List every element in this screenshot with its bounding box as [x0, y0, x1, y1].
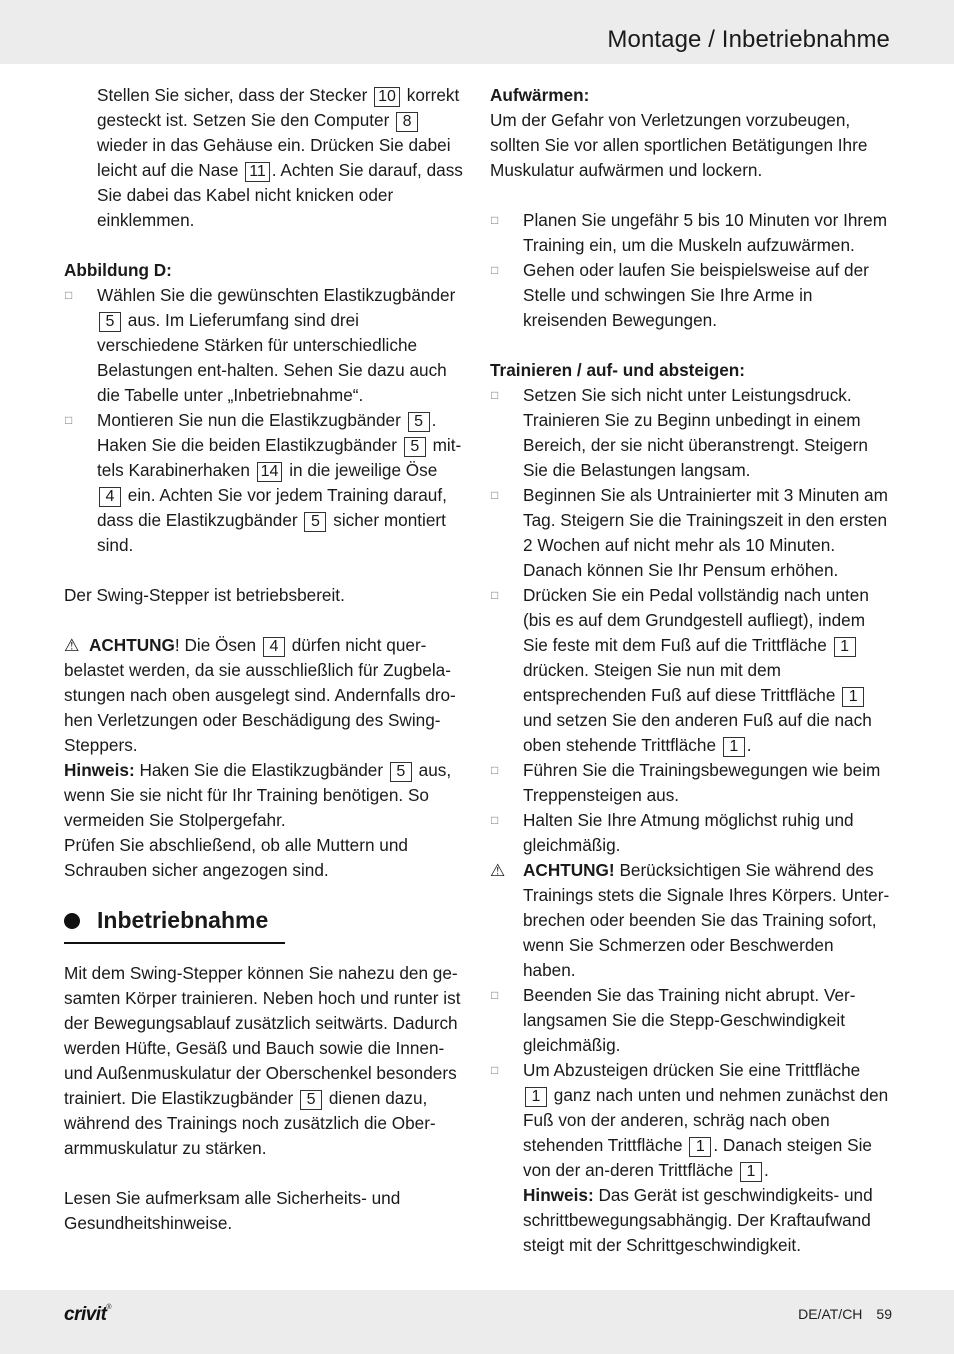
checkbox-bullet-icon: □ — [491, 213, 499, 227]
list-item: □ Beenden Sie das Training nicht abrupt. Ver-langsamen Sie die Stepp-Geschwindigkeit gleichmäßig. — [491, 985, 856, 1055]
page-footer — [0, 1290, 954, 1354]
ref-box: 4 — [263, 637, 285, 657]
body-paragraph: Lesen Sie aufmerksam alle Sicherheits- und Gesundheitshinweise. — [64, 1188, 401, 1233]
page-number: 59 — [876, 1306, 892, 1322]
ref-box: 14 — [257, 462, 283, 482]
left-column — [64, 83, 464, 1236]
list-item: □ Planen Sie ungefähr 5 bis 10 Minuten vor Ihrem Training ein, um die Muskeln aufzuwärmen. — [491, 210, 888, 255]
ref-box: 8 — [396, 112, 418, 132]
checkbox-bullet-icon: □ — [491, 388, 499, 402]
section-heading — [64, 905, 464, 945]
ref-box: 1 — [723, 737, 745, 757]
ref-box: 1 — [740, 1162, 762, 1182]
page-title: Montage / Inbetriebnahme — [607, 26, 890, 53]
footer-info — [784, 1306, 892, 1322]
ref-box: 1 — [842, 687, 864, 707]
ref-box: 5 — [390, 762, 412, 782]
list-item: □ Führen Sie die Trainingsbewegungen wie beim Treppensteigen aus. — [491, 760, 881, 805]
page-header — [0, 0, 954, 64]
list-item: □ Gehen oder laufen Sie beispielsweise auf der Stelle und schwingen Sie Ihre Arme in kreisenden Bewegungen. — [491, 260, 869, 330]
body-paragraph: Mit dem Swing-Stepper können Sie nahezu den ge-samten Körper trainieren. Neben hoch und runter ist der Bewegungsablauf zusätzlich seitwärts. Dadurch werden Hüfte, Gesäß und Bauch sowie die Innen- und Außenmuskulatur der Oberschenkel besonders trainiert. Die Elastikzugbänder 5 dienen dazu, während des Trainings noch zusätzlich die Ober-armmuskulatur zu stärken. — [64, 963, 461, 1158]
checkbox-bullet-icon: □ — [491, 1063, 499, 1077]
list-item: □ Setzen Sie sich nicht unter Leistungsdruck. Trainieren Sie zu Beginn unbedingt in einem Bereich, der sie nicht überanstrengt. Steigern Sie die Belastungen langsam. — [491, 385, 868, 480]
warmup-heading: Aufwärmen: — [490, 85, 590, 105]
checkbox-bullet-icon: □ — [65, 288, 73, 302]
ref-box: 5 — [404, 437, 426, 457]
region-label: DE/AT/CH — [798, 1306, 863, 1322]
training-heading: Trainieren / auf- und absteigen: — [490, 360, 745, 380]
ready-text: Der Swing-Stepper ist betriebsbereit. — [64, 585, 345, 605]
checkbox-bullet-icon: □ — [491, 813, 499, 827]
ref-box: 5 — [304, 512, 326, 532]
hint-paragraph: Hinweis: Haken Sie die Elastikzugbänder 5 aus, wenn Sie sie nicht für Ihr Training benötigen. So vermeiden Sie Stolpergefahr. — [64, 760, 452, 830]
checkbox-bullet-icon: □ — [491, 263, 499, 277]
checkbox-bullet-icon: □ — [491, 488, 499, 502]
list-item: □ Drücken Sie ein Pedal vollständig nach unten (bis es auf dem Grundgestell aufliegt), indem Sie feste mit dem Fuß auf die Trittfläche 1 drücken. Steigen Sie nun mit dem entsprechenden Fuß auf diese Trittfläche 1 und setzen Sie den anderen Fuß auf die nach oben stehende Trittfläche 1 . — [491, 585, 872, 755]
list-item: □ Montieren Sie nun die Elastikzugbänder 5 . Haken Sie die beiden Elastikzugbänder 5 mit-tels Karabinerhaken 14 in die jeweilige Öse 4 ein. Achten Sie vor jedem Training darauf, dass die Elastikzugbänder 5 sicher montiert sind. — [65, 410, 462, 555]
warning-item: ⚠ ACHTUNG! Berücksichtigen Sie während des Trainings stets die Signale Ihres Körpers. Unter-brechen oder beenden Sie das Training sofort, wenn Sie Schmerzen oder Beschwerden haben. — [490, 860, 890, 980]
ref-box: 5 — [300, 1090, 322, 1110]
section-underline — [64, 942, 285, 944]
ref-box: 5 — [408, 412, 430, 432]
warmup-text: Um der Gefahr von Verletzungen vorzubeugen, sollten Sie vor allen sportlichen Betätigungen Ihre Muskulatur aufwärmen und lockern. — [490, 110, 868, 180]
ref-box: 1 — [525, 1087, 547, 1107]
list-item: □ Halten Sie Ihre Atmung möglichst ruhig und gleichmäßig. — [491, 810, 854, 855]
bullet-dot-icon — [64, 913, 80, 929]
ref-box: 5 — [99, 312, 121, 332]
checkbox-bullet-icon: □ — [491, 763, 499, 777]
ref-box: 10 — [374, 87, 400, 107]
figure-d-heading: Abbildung D: — [64, 260, 172, 280]
list-item: □ Beginnen Sie als Untrainierter mit 3 Minuten am Tag. Steigern Sie die Trainingszeit in den ersten 2 Wochen auf nicht mehr als 10 Minuten. Danach können Sie Ihr Pensum erhöhen. — [491, 485, 888, 580]
checkbox-bullet-icon: □ — [65, 413, 73, 427]
checkbox-bullet-icon: □ — [491, 588, 499, 602]
warning-icon: ⚠ — [490, 861, 506, 880]
right-column — [490, 83, 890, 1258]
ref-box: 1 — [834, 637, 856, 657]
section-title: Inbetriebnahme — [97, 907, 269, 933]
check-paragraph: Prüfen Sie abschließend, ob alle Muttern und Schrauben sicher angezogen sind. — [64, 835, 408, 880]
intro-paragraph: Stellen Sie sicher, dass der Stecker 10 korrekt gesteckt ist. Setzen Sie den Computer 8 wieder in das Gehäuse ein. Drücken Sie dabei leicht auf die Nase 11 . Achten Sie darauf, dass Sie dabei das Kabel nicht knicken oder einklemmen. — [97, 85, 463, 230]
hint-item: Hinweis: Das Gerät ist geschwindigkeits- und schrittbewegungsabhängig. Der Kraftaufwand steigt mit der Schrittgeschwindigkeit. — [523, 1185, 873, 1255]
ref-box: 11 — [245, 162, 270, 182]
list-item: □ Wählen Sie die gewünschten Elastikzugbänder 5 aus. Im Lieferumfang sind drei verschiedene Stärken für unterschiedliche Belastungen ent-halten. Sehen Sie dazu auch die Tabelle unter „Inbetriebnahme“. — [65, 285, 456, 405]
ref-box: 1 — [689, 1137, 711, 1157]
list-item: □ Um Abzusteigen drücken Sie eine Trittfläche 1 ganz nach unten und nehmen zunächst den Fuß von der anderen, schräg nach oben stehenden Trittfläche 1 . Danach steigen Sie von der an-deren Trittfläche 1 . — [491, 1060, 889, 1180]
checkbox-bullet-icon: □ — [491, 988, 499, 1002]
warning-icon: ⚠ — [64, 635, 80, 655]
warning-paragraph: ⚠ ACHTUNG! Die Ösen 4 dürfen nicht quer-belastet werden, da sie ausschließlich für Zugbela-stungen nach oben ausgelegt sind. Andernfalls dro-hen Verletzungen oder Beschädigung des Swing-Steppers. — [64, 635, 456, 755]
ref-box: 4 — [99, 487, 121, 507]
brand-logo: crivit® — [64, 1304, 112, 1325]
